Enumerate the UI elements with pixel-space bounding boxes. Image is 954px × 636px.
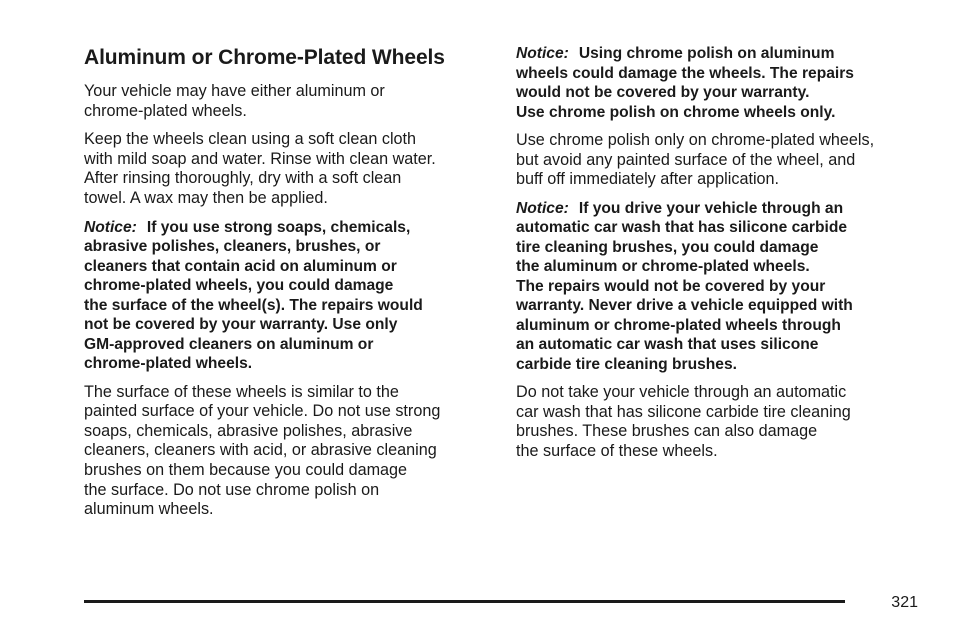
surface-paragraph: The surface of these wheels is similar to the painted surface of your vehicle. Do not use strong soaps, chemicals, abrasive polishes, abrasive cleaners, cleaners with acid, or abrasive cleaning brushes on them because you could damage the surface. Do not use chrome polish on aluminum wheels.: [84, 382, 441, 519]
notice-label: Notice:: [516, 199, 569, 217]
left-column: [84, 44, 484, 529]
section-heading: Aluminum or Chrome-Plated Wheels: [84, 46, 445, 69]
footer-rule: [84, 600, 845, 603]
intro-paragraph: Your vehicle may have either aluminum or chrome-plated wheels.: [84, 82, 385, 120]
right-column: [516, 44, 916, 471]
car-wash-paragraph: Do not take your vehicle through an automatic car wash that has silicone carbide tire cleaning brushes. These brushes can also damage the surface of these wheels.: [516, 383, 851, 461]
notice-soaps: [84, 218, 484, 374]
chrome-polish-paragraph: Use chrome polish only on chrome-plated wheels, but avoid any painted surface of the wheel, and buff off immediately after application.: [516, 131, 875, 189]
notice-chrome-polish: [516, 44, 916, 122]
notice-label: Notice:: [84, 218, 137, 236]
cleaning-paragraph: Keep the wheels clean using a soft clean cloth with mild soap and water. Rinse with clean water. After rinsing thoroughly, dry with a soft clean towel. A wax may then be applied.: [84, 130, 436, 207]
notice-text: If you drive your vehicle through an automatic car wash that has silicone carbide tire cleaning brushes, you could damage the aluminum or chrome-plated wheels. The repairs would not be covered by your warranty. Never drive a vehicle equipped with aluminum or chrome-plated wheels through an automatic car wash that uses silicone carbide tire cleaning brushes.: [516, 199, 853, 373]
notice-text: If you use strong soaps, chemicals, abrasive polishes, cleaners, brushes, or cleaners that contain acid on aluminum or chrome-plated wheels, you could damage the surface of the wheel(s). The repairs would not be covered by your warranty. Use only GM-approved cleaners on aluminum or chrome-plated wheels.: [84, 218, 423, 373]
notice-label: Notice:: [516, 45, 569, 62]
notice-car-wash: [516, 199, 916, 375]
page-number: 321: [891, 594, 918, 611]
notice-text: Using chrome polish on aluminum wheels could damage the wheels. The repairs would not be covered by your warranty. Use chrome polish on chrome wheels only.: [516, 45, 854, 121]
